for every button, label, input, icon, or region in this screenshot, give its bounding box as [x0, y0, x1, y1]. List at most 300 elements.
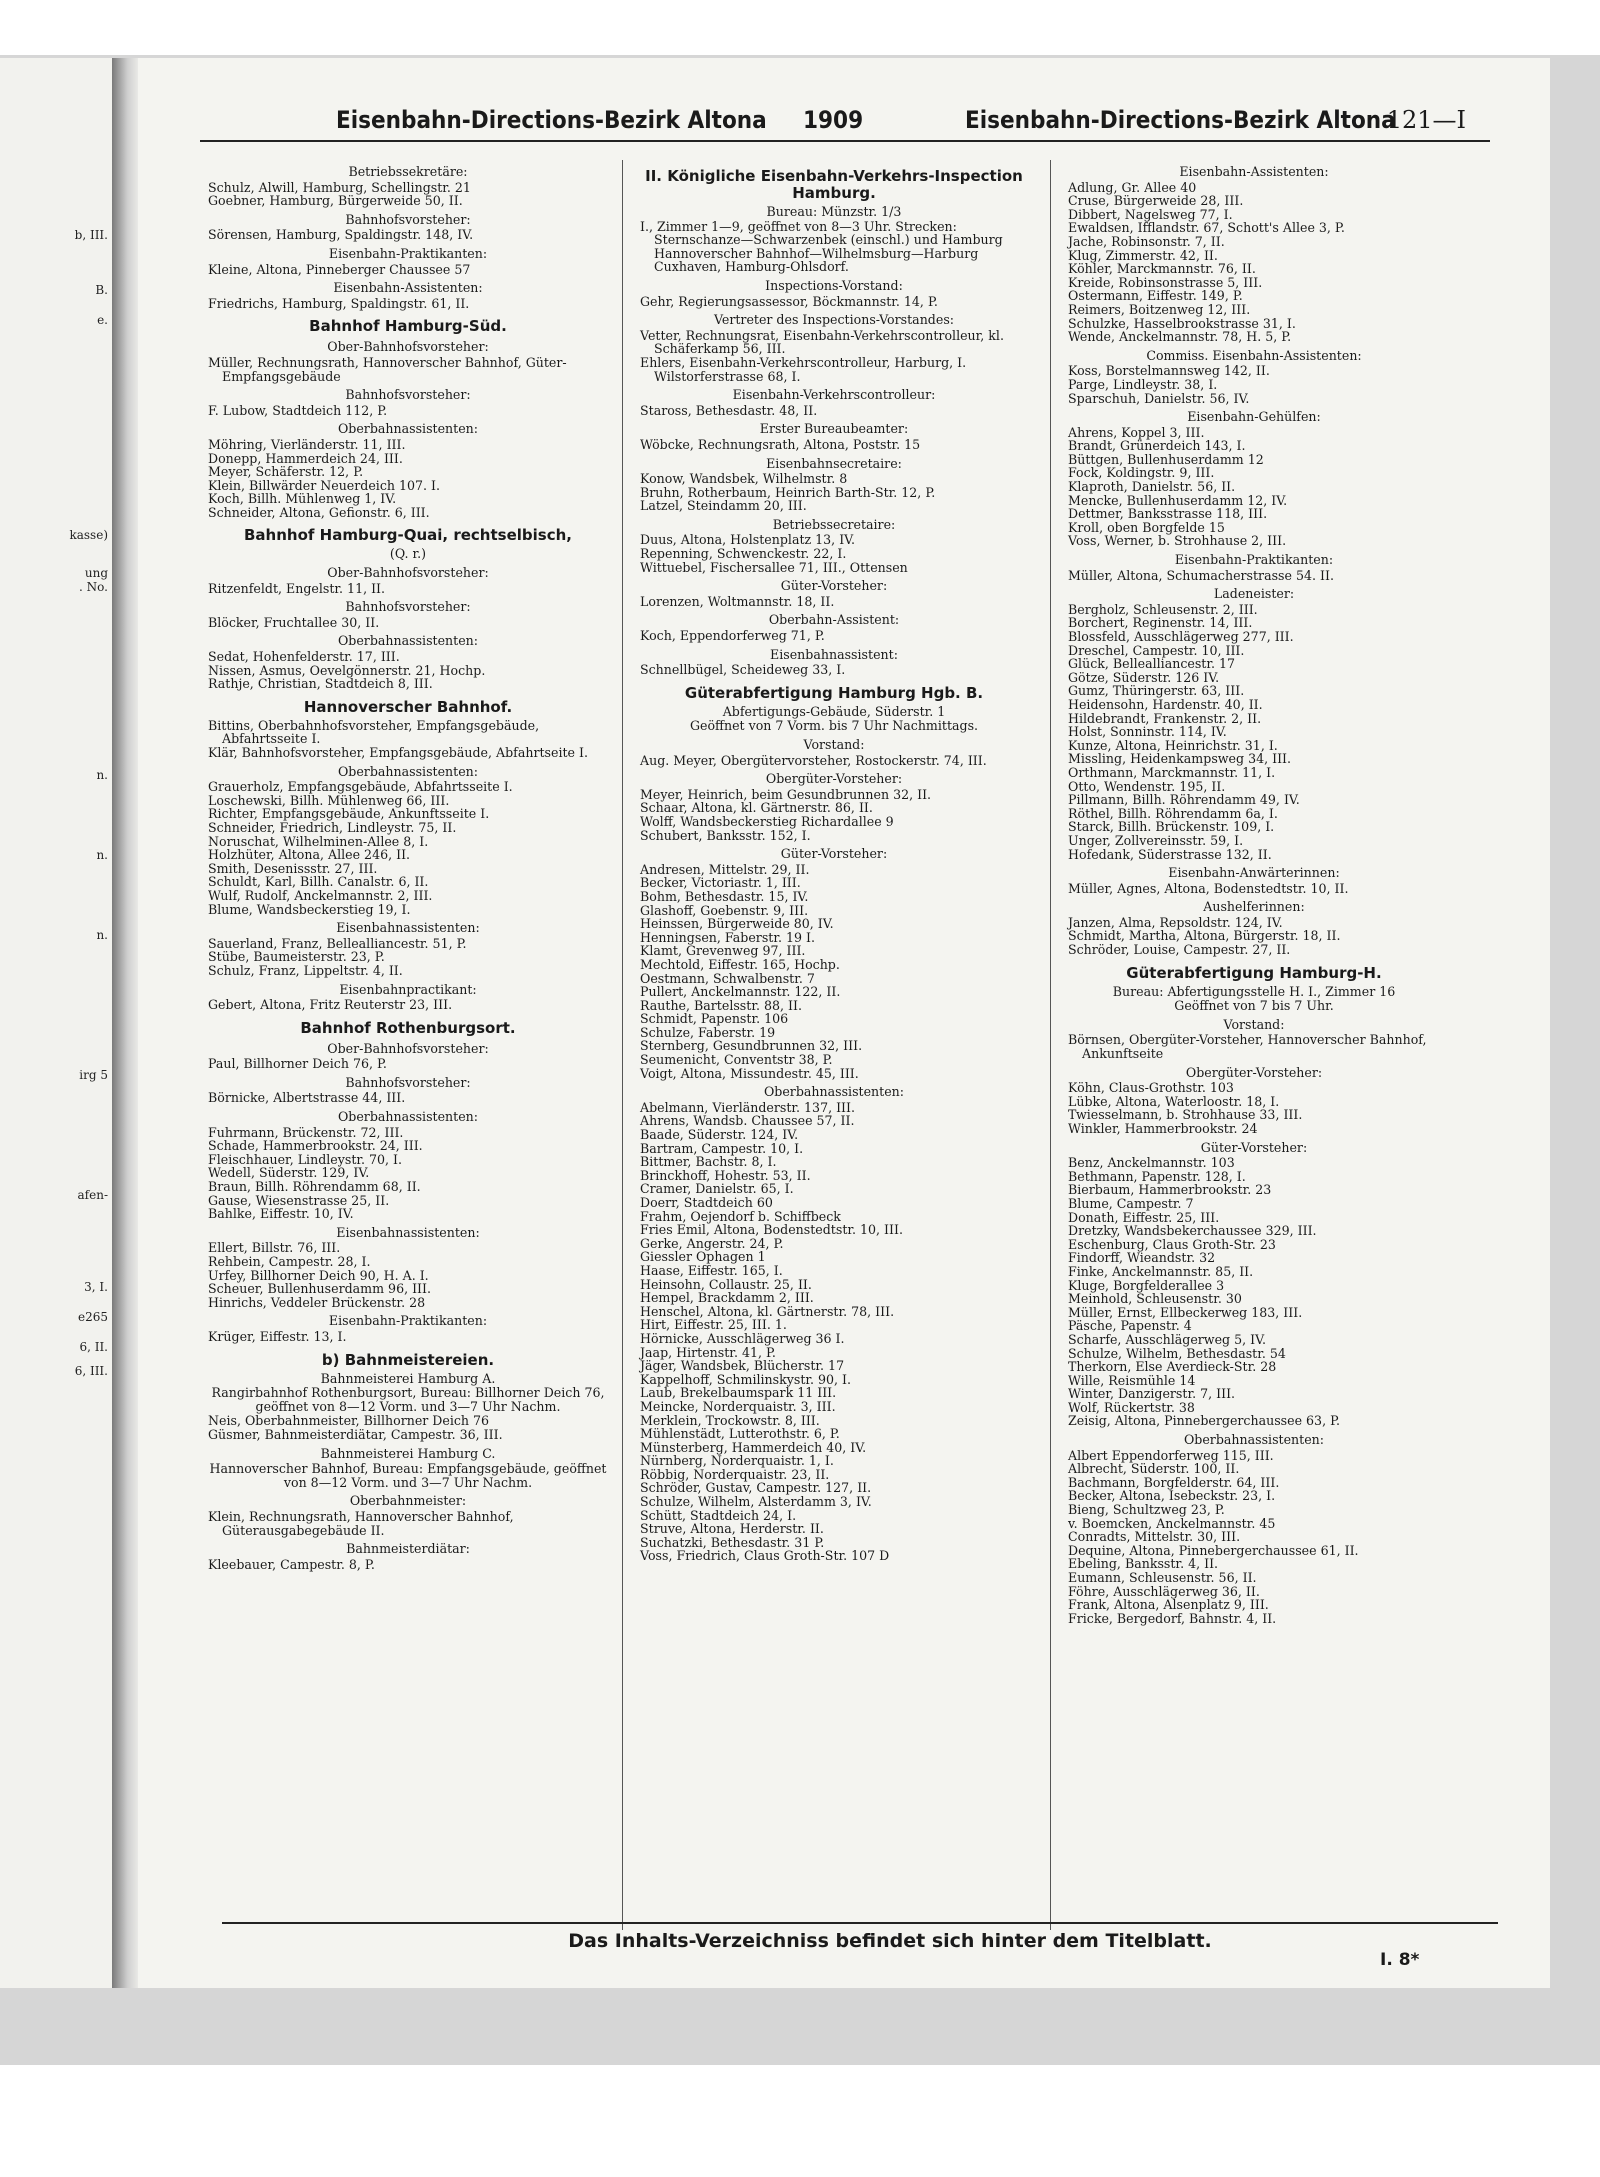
role-heading: Vertreter des Inspections-Vorstandes: — [713, 312, 955, 328]
directory-entry: Kappelhoff, Schmilinskystr. 90, I. — [640, 1371, 852, 1387]
directory-entry: Janzen, Alma, Repsoldstr. 124, IV. — [1068, 914, 1283, 930]
directory-entry: Fuhrmann, Brückenstr. 72, III. — [208, 1124, 404, 1140]
directory-entry: Meinhold, Schleusenstr. 30 — [1068, 1291, 1242, 1307]
directory-entry: Schulzke, Hasselbrookstrasse 31, I. — [1068, 315, 1296, 331]
directory-entry: Dettmer, Banksstrasse 118, III. — [1068, 506, 1268, 522]
directory-entry: Möhring, Vierländerstr. 11, III. — [208, 436, 406, 452]
role-heading: Bahnmeisterei Hamburg C. — [320, 1445, 496, 1461]
directory-entry: Latzel, Steindamm 20, III. — [640, 498, 807, 514]
directory-entry: Findorff, Wieandstr. 32 — [1068, 1250, 1216, 1266]
directory-entry: Goebner, Hamburg, Bürgerweide 50, II. — [208, 193, 463, 209]
directory-entry: Jäger, Wandsbek, Blücherstr. 17 — [640, 1358, 845, 1374]
directory-entry: Schuldt, Karl, Billh. Canalstr. 6, II. — [208, 874, 429, 890]
directory-entry: Conradts, Mittelstr. 30, III. — [1068, 1529, 1241, 1545]
role-heading: Bahnhofsvorsteher: — [345, 599, 471, 615]
directory-entry: Glashoff, Goebenstr. 9, III. — [640, 902, 809, 918]
directory-entry: Fricke, Bergedorf, Bahnstr. 4, II. — [1068, 1610, 1277, 1626]
margin-fragment: . No. — [79, 580, 108, 594]
directory-entry: Sparschuh, Danielstr. 56, IV. — [1068, 390, 1250, 406]
directory-entry: Schade, Hammerbrookstr. 24, III. — [208, 1138, 423, 1154]
office-note: Bureau: Münzstr. 1/3 — [766, 204, 902, 219]
directory-entry: Sauerland, Franz, Bellealliancestr. 51, P. — [208, 935, 467, 951]
directory-entry: Hinrichs, Veddeler Brückenstr. 28 — [208, 1294, 426, 1310]
directory-entry: Friedrichs, Hamburg, Spaldingstr. 61, II. — [208, 295, 470, 311]
directory-entry: Sörensen, Hamburg, Spaldingstr. 148, IV. — [208, 227, 474, 243]
directory-entry: Donath, Eiffestr. 25, III. — [1068, 1209, 1220, 1225]
directory-entry: Voss, Werner, b. Strohhause 2, III. — [1068, 533, 1287, 549]
header-left-title: Eisenbahn-Directions-Bezirk Altona — [336, 106, 767, 134]
section-heading: Hannoverscher Bahnhof. — [303, 697, 513, 716]
directory-entry: Henningsen, Faberstr. 19 I. — [640, 929, 815, 945]
role-heading: Obergüter-Vorsteher: — [1185, 1064, 1323, 1080]
directory-entry: Hörnicke, Ausschlägerweg 36 I. — [640, 1330, 845, 1346]
role-heading: Bahnhofsvorsteher: — [345, 1074, 471, 1090]
directory-entry: Wedell, Süderstr. 129, IV. — [208, 1165, 370, 1181]
directory-entry: Henschel, Altona, kl. Gärtnerstr. 78, III. — [640, 1303, 895, 1319]
directory-entry: Winkler, Hammerbrookstr. 24 — [1068, 1121, 1258, 1136]
directory-entry: Ostermann, Eiffestr. 149, P. — [1068, 288, 1243, 304]
directory-entry: Dretzky, Wandsbekerchaussee 329, III. — [1068, 1223, 1317, 1239]
directory-entry: Hirt, Eiffestr. 25, III. 1. — [640, 1317, 787, 1333]
office-note: Abfertigungs-Gebäude, Süderstr. 1 — [722, 703, 946, 719]
directory-entry: Wulf, Rudolf, Anckelmannstr. 2, III. — [208, 887, 433, 903]
directory-entry: Meyer, Heinrich, beim Gesundbrunnen 32, II. — [640, 786, 932, 802]
directory-entry: Cruse, Bürgerweide 28, III. — [1068, 193, 1244, 209]
directory-entry: Köhler, Marckmannstr. 76, II. — [1068, 261, 1256, 277]
directory-entry: Jache, Robinsonstr. 7, II. — [1068, 233, 1225, 249]
directory-entry: Röbbig, Norderquaistr. 23, II. — [640, 1466, 830, 1482]
role-heading: Eisenbahn-Verkehrscontrolleur: — [732, 387, 936, 403]
directory-entry: Starck, Billh. Brückenstr. 109, I. — [1068, 819, 1275, 835]
directory-entry: Becker, Victoriastr. 1, III. — [640, 875, 801, 891]
directory-entry: Wolff, Wandsbeckerstieg Richardallee 9 — [640, 813, 894, 829]
directory-entry: Güsmer, Bahnmeisterdiätar, Campestr. 36, III. — [208, 1426, 503, 1442]
directory-entry: Müller, Rechnungsrath, Hannoverscher Bahnhof, Güter-Empfangsgebäude — [208, 354, 567, 384]
directory-entry: Krüger, Eiffestr. 13, I. — [208, 1328, 347, 1344]
directory-entry: Blume, Wandsbeckerstieg 19, I. — [208, 901, 411, 917]
directory-entry: Blume, Campestr. 7 — [1068, 1195, 1194, 1211]
directory-entry: Wöbcke, Rechnungsrath, Altona, Poststr. 15 — [640, 436, 921, 452]
directory-entry: Schütt, Stadtdeich 24, I. — [640, 1507, 797, 1523]
directory-entry: Ahrens, Wandsb. Chaussee 57, II. — [640, 1113, 855, 1129]
directory-entry: Hempel, Brackdamm 2, III. — [640, 1290, 814, 1306]
directory-entry: Börnsen, Obergüter-Vorsteher, Hannoverscher Bahnhof, Ankunftseite — [1068, 1032, 1427, 1062]
directory-entry: Kleebauer, Campestr. 8, P. — [208, 1556, 375, 1572]
directory-entry: Staross, Bethesdastr. 48, II. — [640, 402, 818, 418]
role-heading: Eisenbahnsecretaire: — [766, 455, 902, 471]
role-heading: Oberbahn-Assistent: — [768, 612, 900, 628]
directory-entry: Schröder, Gustav, Campestr. 127, II. — [640, 1480, 872, 1496]
directory-entry: Blossfeld, Ausschlägerweg 277, III. — [1068, 629, 1294, 644]
role-heading: Erster Bureaubeamter: — [759, 421, 909, 437]
directory-entry: Schneider, Friedrich, Lindleystr. 75, II. — [208, 819, 457, 835]
directory-entry: Klein, Rechnungsrath, Hannoverscher Bahnhof, Güterausgabegebäude II. — [208, 1508, 514, 1538]
margin-fragment: n. — [96, 768, 108, 782]
directory-entry: Bergholz, Schleusenstr. 2, III. — [1068, 601, 1258, 617]
directory-entry: Müller, Agnes, Altona, Bodenstedtstr. 10, II. — [1068, 880, 1349, 896]
directory-entry: Sternberg, Gesundbrunnen 32, III. — [640, 1038, 863, 1054]
directory-entry: Koch, Billh. Mühlenweg 1, IV. — [208, 491, 397, 507]
directory-entry: Grauerholz, Empfangsgebäude, Abfahrtsseite I. — [208, 779, 513, 795]
directory-entry: Heinssen, Bürgerweide 80, IV. — [640, 916, 834, 932]
directory-entry: Voigt, Altona, Missundestr. 45, III. — [640, 1065, 859, 1081]
office-note: Rangirbahnhof Rothenburgsort, Bureau: Billhorner Deich 76, geöffnet von 8—12 Vorm. und 3—7 Uhr Nachm. — [211, 1385, 605, 1414]
directory-entry: Scheuer, Bullenhuserdamm 96, III. — [208, 1281, 432, 1297]
role-heading: Commiss. Eisenbahn-Assistenten: — [1146, 347, 1362, 363]
directory-entry: Schaar, Altona, kl. Gärtnerstr. 86, II. — [640, 800, 873, 816]
directory-entry: Suchatzki, Bethesdastr. 31 P. — [640, 1534, 825, 1550]
margin-fragment: 6, II. — [79, 1340, 108, 1354]
directory-entry: Müller, Ernst, Ellbeckerweg 183, III. — [1068, 1304, 1303, 1320]
directory-entry: Ritzenfeldt, Engelstr. 11, II. — [208, 580, 386, 596]
directory-entry: Rehbein, Campestr. 28, I. — [208, 1254, 371, 1269]
directory-entry: Dequine, Altona, Pinnebergerchaussee 61, II. — [1068, 1542, 1359, 1558]
directory-entry: Frank, Altona, Alsenplatz 9, III. — [1068, 1597, 1269, 1613]
directory-entry: Wille, Reismühle 14 — [1068, 1372, 1196, 1388]
office-note: Bureau: Abfertigungsstelle H. I., Zimmer 16 — [1112, 983, 1396, 999]
directory-entry: Ewaldsen, Ifflandstr. 67, Schott's Allee 3, P. — [1068, 220, 1345, 236]
column-1 — [208, 160, 608, 1571]
directory-entry: Müller, Altona, Schumacherstrasse 54. II. — [1068, 567, 1334, 583]
office-note: Geöffnet von 7 bis 7 Uhr. — [1174, 998, 1334, 1014]
directory-entry: Cramer, Danielstr. 65, I. — [640, 1181, 794, 1197]
role-heading: Ober-Bahnhofsvorsteher: — [327, 1040, 489, 1056]
directory-entry: Bartram, Campestr. 10, I. — [640, 1140, 804, 1156]
directory-entry: Röthel, Billh. Röhrendamm 6a, I. — [1068, 805, 1278, 821]
role-heading: Eisenbahn-Praktikanten: — [328, 245, 488, 261]
directory-entry: Ahrens, Koppel 3, III. — [1068, 424, 1205, 440]
role-heading: Ladeneister: — [1213, 586, 1295, 602]
role-heading: Betriebssecretaire: — [772, 516, 896, 532]
directory-entry: Glück, Bellealliancestr. 17 — [1068, 656, 1236, 672]
directory-entry: Albrecht, Süderstr. 100, II. — [1068, 1461, 1240, 1477]
directory-entry: Holzhüter, Altona, Allee 246, II. — [208, 847, 411, 863]
directory-entry: Oestmann, Schwalbenstr. 7 — [640, 970, 815, 986]
directory-entry: Münsterberg, Hammerdeich 40, IV. — [640, 1439, 867, 1455]
directory-entry: Bachmann, Borgfelderstr. 64, III. — [1068, 1474, 1280, 1490]
directory-entry: Orthmann, Marckmannstr. 11, I. — [1068, 764, 1276, 780]
section-heading: Güterabfertigung Hamburg-H. — [1126, 963, 1382, 982]
role-heading: Inspections-Vorstand: — [765, 277, 903, 293]
role-heading: Oberbahnassistenten: — [337, 633, 479, 649]
directory-entry: Kluge, Borgfelderallee 3 — [1068, 1277, 1225, 1293]
section-heading: Bahnhof Rothenburgsort. — [300, 1018, 516, 1037]
directory-entry: Götze, Süderstr. 126 IV. — [1068, 669, 1220, 685]
directory-entry: Schmidt, Martha, Altona, Bürgerstr. 18, II. — [1068, 928, 1341, 944]
section-heading: Bahnhof Hamburg-Quai, rechtselbisch, — [244, 526, 572, 545]
directory-entry: Klamt, Grevenweg 97, III. — [640, 943, 806, 959]
office-note: Hannoverscher Bahnhof, Bureau: Empfangsgebäude, geöffnet von 8—12 Vorm. und 3—7 Uhr Nachm. — [209, 1461, 607, 1490]
directory-entry: Koss, Borstelmannsweg 142, II. — [1068, 363, 1270, 379]
role-heading: Bahnmeisterdiätar: — [346, 1541, 470, 1557]
directory-entry: Ellert, Billstr. 76, III. — [208, 1240, 341, 1256]
directory-entry: Bohm, Bethesdastr. 15, IV. — [640, 888, 809, 904]
directory-entry: Albert Eppendorferweg 115, III. — [1068, 1447, 1274, 1463]
header-right-title: Eisenbahn-Directions-Bezirk Altona — [965, 106, 1396, 134]
directory-entry: Baade, Süderstr. 124, IV. — [640, 1127, 799, 1143]
column-rule-2 — [1050, 160, 1051, 1930]
directory-entry: Struve, Altona, Herderstr. II. — [640, 1521, 824, 1537]
directory-entry: Missling, Heidenkampsweg 34, III. — [1068, 751, 1292, 767]
directory-entry: Klein, Billwärder Neuerdeich 107. I. — [208, 477, 441, 493]
role-heading: Ober-Bahnhofsvorsteher: — [327, 565, 489, 581]
directory-entry: Dreschel, Campestr. 10, III. — [1068, 642, 1245, 658]
directory-entry: F. Lubow, Stadtdeich 112, P. — [208, 402, 388, 418]
page-signature: I. 8* — [1380, 1950, 1420, 1970]
directory-entry: Bruhn, Rotherbaum, Heinrich Barth-Str. 12, P. — [640, 484, 936, 500]
directory-entry: Haase, Eiffestr. 165, I. — [640, 1262, 783, 1278]
directory-entry: Otto, Wendenstr. 195, II. — [1068, 778, 1226, 794]
role-heading: Eisenbahnassistenten: — [336, 1224, 480, 1240]
role-heading: Betriebssekretäre: — [348, 164, 468, 179]
directory-entry: Urfey, Billhorner Deich 90, H. A. I. — [208, 1267, 429, 1283]
directory-entry: Abelmann, Vierländerstr. 137, III. — [640, 1099, 856, 1115]
directory-entry: Köhn, Claus-Grothstr. 103 — [1068, 1080, 1234, 1096]
role-heading: Oberbahnassistenten: — [337, 763, 479, 779]
directory-entry: Schnellbügel, Scheideweg 33, I. — [640, 662, 846, 678]
directory-entry: Braun, Billh. Röhrendamm 68, II. — [208, 1179, 421, 1195]
directory-entry: Frahm, Oejendorf b. Schiffbeck — [640, 1208, 841, 1224]
directory-entry: Schröder, Louise, Campestr. 27, II. — [1068, 942, 1291, 958]
directory-entry: Bahlke, Eiffestr. 10, IV. — [208, 1206, 354, 1222]
bottom-rule — [222, 1922, 1498, 1924]
directory-entry: Börnicke, Albertstrasse 44, III. — [208, 1090, 406, 1106]
directory-entry: Finke, Anckelmannstr. 85, II. — [1068, 1263, 1254, 1279]
directory-entry: v. Boemcken, Anckelmannstr. 45 — [1068, 1515, 1276, 1531]
directory-entry: Bethmann, Papenstr. 128, I. — [1068, 1168, 1246, 1184]
margin-fragment: 3, I. — [84, 1280, 108, 1294]
directory-entry: Andresen, Mittelstr. 29, II. — [640, 861, 810, 877]
directory-entry: Nissen, Asmus, Oevelgönnerstr. 21, Hochp. — [208, 662, 486, 678]
role-heading: Eisenbahnassistent: — [770, 646, 898, 662]
directory-entry: Fleischhauer, Lindleystr. 70, I. — [208, 1151, 403, 1167]
directory-entry: Holst, Sonninstr. 114, IV. — [1068, 724, 1227, 740]
directory-entry: Seumenicht, Conventstr 38, P. — [640, 1052, 833, 1068]
role-heading: Vorstand: — [803, 737, 865, 752]
role-heading: Aushelferinnen: — [1203, 899, 1305, 915]
header-page-number: 121—I — [1386, 106, 1466, 134]
role-heading: Eisenbahn-Assistenten: — [333, 280, 483, 296]
margin-fragment: B. — [95, 283, 108, 297]
role-heading: Eisenbahn-Praktikanten: — [1174, 552, 1334, 568]
margin-fragment: irg 5 — [79, 1068, 108, 1082]
directory-entry: Borchert, Reginenstr. 14, III. — [1068, 615, 1253, 631]
directory-entry: Paul, Billhorner Deich 76, P. — [208, 1056, 387, 1072]
column-rule-1 — [622, 160, 623, 1930]
directory-entry: Parge, Lindleystr. 38, I. — [1068, 376, 1218, 392]
directory-entry: Becker, Altona, Isebeckstr. 23, I. — [1068, 1488, 1276, 1504]
role-heading: Eisenbahnpractikant: — [339, 981, 477, 997]
directory-entry: Loschewski, Billh. Mühlenweg 66, III. — [208, 792, 450, 808]
directory-entry: Repenning, Schwenckestr. 22, I. — [640, 546, 847, 562]
directory-entry: Kleine, Altona, Pinneberger Chaussee 57 — [208, 261, 471, 277]
margin-fragment: ung — [84, 566, 108, 580]
directory-entry: Heinsohn, Collaustr. 25, II. — [640, 1276, 812, 1292]
directory-entry: Meincke, Norderquaistr. 3, III. — [640, 1398, 836, 1414]
role-heading: Eisenbahn-Anwärterinnen: — [1168, 865, 1340, 881]
section-heading: Bahnhof Hamburg-Süd. — [309, 317, 507, 336]
column-2 — [640, 160, 1028, 1563]
directory-entry: Schulze, Wilhelm, Bethesdastr. 54 — [1068, 1345, 1286, 1361]
directory-entry: Fock, Koldingstr. 9, III. — [1068, 465, 1215, 481]
role-heading: Eisenbahnassistenten: — [336, 920, 480, 936]
directory-entry: Brinckhoff, Hohestr. 53, II. — [640, 1167, 811, 1183]
directory-entry: Eschenburg, Claus Groth-Str. 23 — [1068, 1236, 1276, 1252]
directory-entry: Neis, Oberbahnmeister, Billhorner Deich 76 — [208, 1413, 490, 1429]
section-heading: Güterabfertigung Hamburg Hgb. B. — [684, 683, 984, 702]
directory-entry: Gause, Wiesenstrasse 25, II. — [208, 1192, 390, 1208]
role-heading: Oberbahnassistenten: — [337, 1109, 479, 1125]
directory-entry: Smith, Desenissstr. 27, III. — [208, 860, 378, 876]
column-3 — [1068, 160, 1440, 1625]
office-note: Bahnmeisterei Hamburg A. — [320, 1370, 496, 1386]
directory-entry: Mechtold, Eiffestr. 165, Hochp. — [640, 956, 840, 972]
margin-fragment: n. — [96, 848, 108, 862]
directory-entry: Bieng, Schultzweg 23, P. — [1068, 1502, 1225, 1518]
directory-entry: Päsche, Papenstr. 4 — [1068, 1318, 1192, 1334]
directory-entry: Koch, Eppendorferweg 71, P. — [640, 628, 825, 644]
role-heading: Eisenbahn-Assistenten: — [1179, 164, 1329, 179]
margin-fragment: e. — [97, 313, 108, 327]
directory-entry: Reimers, Boitzenweg 12, III. — [1068, 301, 1251, 317]
role-heading: Oberbahnmeister: — [349, 1493, 467, 1509]
directory-entry: Schulz, Alwill, Hamburg, Schellingstr. 21 — [208, 179, 471, 195]
directory-entry: Gebert, Altona, Fritz Reuterstr 23, III. — [208, 997, 453, 1013]
directory-entry: Ebeling, Banksstr. 4, II. — [1068, 1556, 1219, 1572]
directory-entry: Nürnberg, Norderquaistr. 1, I. — [640, 1453, 834, 1469]
role-heading: Güter-Vorsteher: — [780, 578, 888, 594]
directory-entry: Schulze, Faberstr. 19 — [640, 1024, 776, 1040]
header-year: 1909 — [803, 106, 864, 134]
directory-entry: Klär, Bahnhofsvorsteher, Empfangsgebäude, Abfahrtseite I. — [208, 745, 588, 760]
directory-entry: Richter, Empfangsgebäude, Ankunftsseite I. — [208, 806, 490, 822]
directory-entry: Ehlers, Eisenbahn-Verkehrscontrolleur, Harburg, I. Wilstorferstrasse 68, I. — [640, 354, 967, 384]
directory-entry: Adlung, Gr. Allee 40 — [1068, 179, 1197, 195]
directory-entry: Lübke, Altona, Waterloostr. 18, I. — [1068, 1093, 1280, 1109]
directory-entry: Gerke, Angerstr. 24, P. — [640, 1235, 784, 1251]
directory-entry: Laub, Brekelbaumspark 11 III. — [640, 1385, 837, 1401]
directory-entry: Bittins, Oberbahnhofsvorsteher, Empfangsgebäude, Abfahrtsseite I. — [208, 717, 540, 747]
directory-entry: Büttgen, Bullenhuserdamm 12 — [1068, 451, 1264, 467]
directory-entry: Aug. Meyer, Obergütervorsteher, Rostockerstr. 74, III. — [640, 752, 987, 768]
office-note: Geöffnet von 7 Vorm. bis 7 Uhr Nachmittags. — [689, 718, 979, 734]
directory-entry: Gumz, Thüringerstr. 63, III. — [1068, 683, 1245, 699]
margin-fragment: n. — [96, 928, 108, 942]
directory-entry: Sedat, Hohenfelderstr. 17, III. — [208, 649, 400, 665]
directory-entry: Voss, Friedrich, Claus Groth-Str. 107 D — [640, 1548, 890, 1564]
role-heading: Güter-Vorsteher: — [1200, 1139, 1308, 1155]
directory-entry: Rathje, Christian, Stadtdeich 8, III. — [208, 676, 433, 692]
directory-entry: Klug, Zimmerstr. 42, II. — [1068, 247, 1218, 263]
directory-entry: Stübe, Baumeisterstr. 23, P. — [208, 949, 385, 965]
directory-entry: Lorenzen, Woltmannstr. 18, II. — [640, 593, 835, 609]
directory-entry: Twiesselmann, b. Strohhause 33, III. — [1068, 1107, 1303, 1123]
directory-entry: I., Zimmer 1—9, geöffnet von 8—3 Uhr. Strecken: Sternschanze—Schwarzenbek (einschl.) und Hamburg Hannoverscher Bahnhof—Wilhelmsburg—Harburg Cuxhaven, Hamburg-Ohlsdorf. — [640, 218, 1003, 275]
role-heading: Oberbahnassistenten: — [337, 421, 479, 437]
directory-entry: Wittuebel, Fischersallee 71, III., Ottensen — [640, 559, 908, 575]
directory-entry: Schubert, Banksstr. 152, I. — [640, 827, 811, 843]
directory-entry: Benz, Anckelmannstr. 103 — [1068, 1155, 1235, 1171]
margin-fragment: afen- — [77, 1188, 108, 1202]
directory-entry: Donepp, Hammerdeich 24, III. — [208, 450, 403, 466]
margin-fragment: e265 — [77, 1310, 108, 1324]
role-heading: Ober-Bahnhofsvorsteher: — [327, 339, 489, 355]
directory-entry: Schneider, Altona, Gefionstr. 6, III. — [208, 504, 430, 520]
margin-fragment: 6, III. — [74, 1364, 108, 1378]
directory-entry: Zeisig, Altona, Pinnebergerchaussee 63, P. — [1068, 1413, 1341, 1429]
margin-fragment: b, III. — [74, 228, 108, 242]
section-heading: II. Königliche Eisenbahn-Verkehrs-Inspection Hamburg. — [645, 167, 1023, 202]
directory-entry: Mühlenstädt, Lutterothstr. 6, P. — [640, 1426, 840, 1442]
role-heading: Eisenbahn-Gehülfen: — [1187, 409, 1321, 425]
role-heading: Vorstand: — [1223, 1016, 1285, 1032]
directory-entry: Wolf, Rückertstr. 38 — [1068, 1399, 1195, 1415]
directory-entry: Kreide, Robinsonstrasse 5, III. — [1068, 274, 1263, 290]
directory-entry: Föhre, Ausschlägerweg 36, II. — [1068, 1583, 1260, 1599]
directory-entry: Wende, Anckelmannstr. 78, H. 5, P. — [1068, 329, 1292, 345]
directory-entry: Heidensohn, Hardenstr. 40, II. — [1068, 696, 1263, 712]
office-note: (Q. r.) — [389, 546, 427, 562]
directory-entry: Merklein, Trockowstr. 8, III. — [640, 1412, 820, 1428]
directory-entry: Unger, Zollvereinsstr. 59, I. — [1068, 832, 1244, 848]
directory-entry: Brandt, Grünerdeich 143, I. — [1068, 438, 1246, 454]
directory-entry: Hofedank, Süderstrasse 132, II. — [1068, 846, 1272, 862]
directory-entry: Fries Emil, Altona, Bodenstedtstr. 10, III. — [640, 1222, 903, 1238]
directory-entry: Eumann, Schleusenstr. 56, II. — [1068, 1570, 1257, 1585]
role-heading: Güter-Vorsteher: — [780, 846, 888, 862]
role-heading: Bahnhofsvorsteher: — [345, 211, 471, 227]
directory-entry: Konow, Wandsbek, Wilhelmstr. 8 — [640, 471, 848, 487]
section-heading: b) Bahnmeistereien. — [321, 1350, 495, 1369]
role-heading: Obergüter-Vorsteher: — [765, 771, 903, 787]
directory-entry: Vetter, Rechnungsrat, Eisenbahn-Verkehrscontrolleur, kl. Schäferkamp 56, III. — [640, 327, 1004, 357]
directory-entry: Schmidt, Papenstr. 106 — [640, 1011, 789, 1027]
running-header — [200, 100, 1490, 142]
directory-entry: Therkorn, Else Averdieck-Str. 28 — [1068, 1359, 1277, 1375]
directory-entry: Kunze, Altona, Heinrichstr. 31, I. — [1068, 737, 1278, 753]
directory-entry: Dibbert, Nagelsweg 77, I. — [1068, 206, 1233, 222]
role-heading: Bahnhofsvorsteher: — [345, 387, 471, 403]
role-heading: Eisenbahn-Praktikanten: — [328, 1313, 488, 1329]
directory-entry: Gehr, Regierungsassessor, Böckmannstr. 14, P. — [640, 293, 938, 309]
footer-note: Das Inhalts-Verzeichniss befindet sich hinter dem Titelblatt. — [568, 1930, 1212, 1952]
directory-entry: Giessler Ophagen 1 — [640, 1249, 766, 1265]
directory-entry: Rauthe, Bartelsstr. 88, II. — [640, 997, 802, 1013]
directory-entry: Schulze, Wilhelm, Alsterdamm 3, IV. — [640, 1494, 872, 1510]
directory-entry: Klaproth, Danielstr. 56, II. — [1068, 479, 1236, 495]
directory-entry: Hildebrandt, Frankenstr. 2, II. — [1068, 710, 1262, 726]
directory-entry: Scharfe, Ausschlägerweg 5, IV. — [1068, 1331, 1266, 1347]
directory-entry: Jaap, Hirtenstr. 41, P. — [640, 1344, 776, 1360]
directory-entry: Schulz, Franz, Lippeltstr. 4, II. — [208, 962, 403, 978]
directory-entry: Noruschat, Wilhelminen-Allee 8, I. — [208, 833, 429, 849]
margin-fragment: kasse) — [69, 528, 108, 542]
directory-entry: Doerr, Stadtdeich 60 — [640, 1195, 773, 1210]
directory-entry: Duus, Altona, Holstenplatz 13, IV. — [640, 532, 856, 548]
directory-entry: Winter, Danzigerstr. 7, III. — [1068, 1386, 1236, 1402]
directory-entry: Pullert, Anckelmannstr. 122, II. — [640, 984, 841, 1000]
directory-entry: Meyer, Schäferstr. 12, P. — [208, 464, 364, 480]
directory-entry: Blöcker, Fruchtallee 30, II. — [208, 614, 380, 630]
directory-entry: Bierbaum, Hammerbrookstr. 23 — [1068, 1182, 1272, 1198]
role-heading: Oberbahnassistenten: — [1183, 1432, 1325, 1448]
book-fold — [112, 58, 138, 1988]
facing-page-edge — [0, 58, 114, 1988]
role-heading: Oberbahnassistenten: — [763, 1084, 905, 1100]
directory-entry: Mencke, Bullenhuserdamm 12, IV. — [1068, 492, 1288, 508]
directory-entry: Bittmer, Bachstr. 8, I. — [640, 1154, 777, 1170]
directory-entry: Kroll, oben Borgfelde 15 — [1068, 519, 1225, 535]
